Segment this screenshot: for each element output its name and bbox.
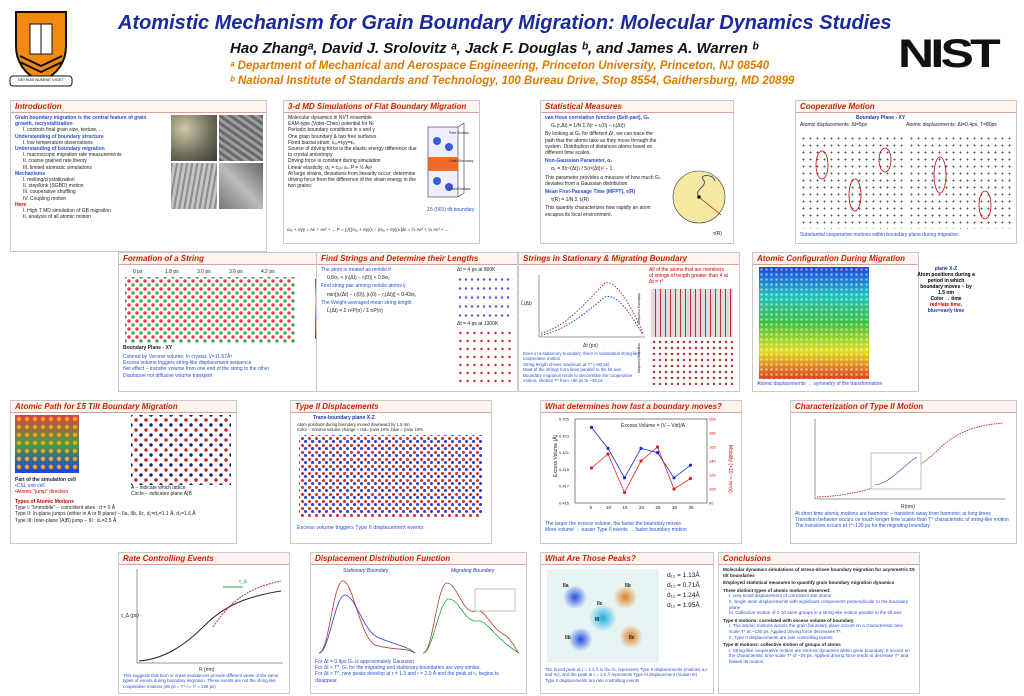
panel-cooperative-motion (795, 100, 1017, 244)
md-l9: At large strains, deviations from linearity occur; determine driving force from the difference of the strain energy in the two grains: (288, 170, 417, 190)
find-b3: The Weight-averaged mean string length (321, 299, 412, 306)
type-ii-curve-plot (811, 417, 1007, 503)
y-right-tick-label: 200 (709, 416, 716, 422)
y-right-tick-label: 180 (709, 430, 716, 436)
micrograph-1 (171, 115, 217, 161)
rate-ylabel: τ_Δ (ps) (121, 613, 139, 619)
peak-label-1: IIb (625, 583, 631, 589)
disp2-sub: Trans-boundary plane X-Z (313, 415, 375, 421)
char2-n3: The transition occurs at τ*~130 ps for the migrating boundary (795, 523, 930, 530)
intro-b5: Here (15, 201, 27, 208)
intro-b4c: III. cooperative shuffling (23, 189, 76, 196)
series-0-point (672, 476, 675, 479)
config-side-notes (917, 266, 975, 314)
mfpt-diagram (669, 159, 729, 231)
ddf-sub1: Stationary Boundary (343, 568, 389, 574)
strings-1300k (457, 329, 513, 385)
panel-introduction (10, 100, 267, 252)
y-right-tick-label: 140 (709, 458, 716, 464)
disp2-n1: Excess volume triggers Type II displacement events (297, 525, 424, 531)
micrograph-3 (171, 163, 217, 209)
csl-lattice-diagram (131, 415, 231, 485)
migrating-strings-image (651, 339, 733, 385)
y-left-tick-label: 0.425 (559, 416, 570, 422)
y-right-tick-label: 120 (709, 472, 716, 478)
series-1-point (689, 477, 692, 480)
find-lbl2: Δt = 4 ps at 1300K (457, 321, 499, 327)
md-l3: Periodic boundary conditions in x and y (288, 127, 375, 134)
ss-ylabel: L̄(Δt) (521, 301, 532, 307)
char2-xlabel: R(nm) (901, 504, 915, 510)
stationary-strings-image (651, 289, 733, 337)
simulation-cell-part (15, 415, 79, 473)
path-t2: Type II: In-plane jumps (either in A or B plane) – IIa, IIb, IIc, d₁=d₂=1.1 Å, d₃=1.6 Å (15, 511, 196, 518)
seal-motto: DEI SUB NUMINE VIGET (17, 77, 64, 82)
path-cap1: Part of the simulation cell (15, 477, 76, 483)
series-1-point (590, 466, 593, 469)
path-types: Types of Atomic Motions (15, 499, 74, 505)
find-eq1: 0.8σ₀ < |rᵢ(Δt) − rᵢ(0)| < 0.8σ₀ (327, 275, 390, 282)
intro-b5b: II. analysis of all atomic motion (23, 214, 92, 221)
ss-lbl-stationary: stationary boundary (637, 293, 641, 324)
stat-t2: This parameter provides a measure of how much Gₛ deviates from a Gaussian distribution. (545, 174, 661, 187)
panel-atomic-path (10, 400, 237, 544)
disp2-l2: Color – Voronoi volume change ~ red= (over 10% ,blue = (over 10% (297, 427, 424, 432)
mfpt-label: τ(R) (713, 231, 722, 237)
string-time-4: 4.2 ps (261, 269, 275, 275)
what-n1: The larger the excess volume, the faster the boundary moves (545, 521, 681, 527)
concl-c3c: III. Collective motion of 2-10 atom groups in a string-like motion parallel to the tilt axis (729, 610, 902, 616)
y-left-tick-label: 0.415 (559, 500, 570, 506)
md-label-fixed: Fixed Surface (449, 187, 471, 191)
md-l6: Source of driving force is the elastic energy difference due to crystal anisotropy (288, 146, 417, 159)
x-tick-label: 5 (589, 505, 593, 510)
panel-what-are-peaks (540, 552, 714, 694)
ss-n3: Most of the strings form lines parallel to the tilt axis (523, 367, 622, 373)
concl-c5: Type III motions: collective motion of groups of atoms (723, 642, 841, 648)
rate-xlabel: R (nm) (199, 667, 215, 673)
panel-title: Strings in Stationary & Migrating Boundary (519, 253, 739, 265)
ddf-n2: For Δt < T*, Gₛ for the migrating and stationary boundaries are very similar. (315, 665, 481, 672)
panel-title: Atomic Path for Σ5 Tilt Boundary Migration (11, 401, 236, 413)
rate-n1: This suggests that born or erase avoidances provide different views of the same types of events during boundary migration. These events are not the string-like cooperative motions (26 ps = T* <= τ* = 130 ps) (123, 673, 279, 689)
md-l8: Linear elasticity: σᵢⱼ = cᵢⱼₖₗ εₖₗ P = ½ Aε² (288, 164, 373, 171)
peak-d1: d₁₂ = 1.13Å (667, 572, 700, 579)
series-1-point (656, 445, 659, 448)
stat-eq1: Gₛ(r,Δt) = 1/N Σ δ(r + rᵢ(0) − rᵢ(Δt)) (551, 123, 626, 130)
x-tick-label: 10 (606, 505, 612, 510)
series-1-point (639, 459, 642, 462)
find-eq2: min[|rᵢ(Δt) − rⱼ(0)|, |rᵢ(0) − rⱼ(Δt)|] < 0.43σ₀ (327, 291, 417, 298)
intro-b4b: II. step/kink (SGBD) motion (23, 183, 84, 190)
poster-authors: Hao Zhangᵃ, David J. Srolovitz ᵃ, Jack F. Douglas ᵇ, and James A. Warren ᵇ (230, 40, 759, 57)
x-tick-label: 30 (672, 505, 678, 510)
concl-c3a: I. very small displacement of coincident site atoms (729, 593, 832, 599)
peak-label-5: IIc (629, 635, 635, 641)
md-l1: Molecular dynamics in NVT ensemble (288, 115, 372, 121)
ddf-n1: For Δt = 0.8ps Gₛ is approximately Gaussian (315, 659, 414, 665)
md-label-gb: Grain Boundary (449, 159, 474, 163)
micrograph-2 (219, 115, 263, 161)
excess-volume-mobility-chart (551, 415, 735, 519)
config-t4: red=late time, (929, 302, 963, 308)
series-0-point (639, 447, 642, 450)
panel-displacement-distribution (310, 552, 527, 694)
intro-b1: Grain boundary migration is the central feature of grain growth, recrystallization (15, 115, 147, 128)
path-cap4: A – indicate which lattice (131, 485, 186, 491)
stat-t1: By looking at Gₛ for different Δt, we can trace the path that the atoms take as they move through the system. Distribution of distances atoms travel on different time scales. (545, 131, 657, 157)
panel-find-strings (316, 252, 518, 392)
panel-title: Formation of a String (119, 253, 334, 265)
string-length-plot (535, 273, 647, 341)
peak-d3: d₁₂ = 1.24Å (667, 592, 700, 599)
y-right-tick-label: 80 (709, 500, 714, 506)
md-l4: One grain boundary & two free surfaces (288, 133, 377, 140)
find-b2: Find string pair among mobile atoms ij (321, 283, 406, 290)
panel-statistical-measures (540, 100, 734, 244)
concl-c3: Three distinct types of atomic motions observed: (723, 587, 831, 593)
ss-lbl-migrating: migrating boundary (637, 343, 641, 373)
peak-label-2: IIc (597, 601, 603, 607)
y-left-tick-label: 0.417 (559, 483, 570, 489)
md-l5: Fixed biaxial strain, εₓₓ=εyy=ε₀ (288, 139, 356, 146)
x-tick-label: 25 (655, 505, 661, 510)
intro-b1a: I. controls final grain size, texture, ... (23, 127, 104, 134)
string-n3: Net effect – transfer volume from one end of the string to the other (123, 366, 270, 373)
panel-title: Displacement Distribution Function (311, 553, 526, 565)
y-left-tick-label: 0.421 (559, 450, 570, 456)
series-0-point (623, 476, 626, 479)
ddf-plots (315, 575, 521, 655)
string-time-3: 3.6 ps (229, 269, 243, 275)
config-t5: blue=early time (927, 308, 965, 314)
find-b1: The atom is treated as mobile if (321, 267, 391, 273)
string-time-0: 0 ps (133, 269, 143, 275)
panel-title: What determines how fast a boundary moves? (541, 401, 741, 413)
config-n1: Atomic displacements → symmetry of the transformation (757, 381, 883, 387)
type-ii-displacement-map (299, 435, 483, 517)
series-0-point (590, 426, 593, 429)
string-time-2: 3.0 ps (197, 269, 211, 275)
panel-title: Cooperative Motion (796, 101, 1016, 113)
stat-t3: This quantity characterizes how rapidly an atom escapes its local environment. (545, 205, 651, 218)
y-right-tick-label: 100 (709, 486, 716, 492)
md-l7: Driving force is constant during simulation (288, 158, 381, 165)
configuration-lattice-overlay (759, 267, 869, 379)
string-time-1: 1.8 ps (165, 269, 179, 275)
concl-c4: Type II motions: correlated with excess volume of boundary (723, 617, 854, 623)
chart-ylabel-right: Mobility (×10⁻¹¹ m⁴/s) (727, 445, 733, 493)
panel-title: Statistical Measures (541, 101, 733, 113)
x-tick-label: 20 (639, 505, 645, 510)
princeton-seal (8, 6, 74, 88)
char2-n1: At short time atomic motions are harmonic – transition away from harmonic at long times (795, 511, 991, 517)
intro-b2a: I. low temperature observations (23, 139, 93, 146)
panel-what-determines (540, 400, 742, 544)
peaks-n1: The broad peak at r = 1.3 Å in the Gₛ represents Type II displacements (motions a,c and IIc), and the peak at r = 2.0 Å represents Type III displacement (motion III) (545, 667, 708, 678)
string-plane: Boundary Plane - XY (123, 345, 173, 351)
chart-legend: Excess Volume = (V – Vid)/A (621, 423, 685, 429)
char2-n2: Transition behavior occurs on much longer time scales than T* characteristic of string-like motion (795, 517, 1009, 524)
series-1-point (606, 452, 609, 455)
find-eq3: L̄(Δt) = Σ n²P(n) / Σ nP(n) (327, 308, 383, 315)
affiliation-a: ᵃ Department of Mechanical and Aerospace Engineering, Princeton University, Princeton, NJ 08540 (230, 60, 770, 72)
intro-b3c: III. limited atomistic simulations (23, 164, 92, 171)
rate-td: τ_d (239, 579, 247, 585)
ss-xlabel: Δt (ps) (583, 343, 598, 349)
series-0-point (606, 447, 609, 450)
x-tick-label: 15 (622, 505, 628, 510)
panel-conclusions (718, 552, 920, 694)
intro-b4d: IV. Coupling motion (23, 195, 67, 202)
series-0-point (689, 464, 692, 467)
ss-n4: Boundary migration tends to decorrelate the cooperative motion, shorten T* from ~80 ps to ~36 ps (523, 372, 633, 384)
config-t1: plane X-Z (934, 266, 958, 272)
intro-b3: Understanding of boundary migration (15, 146, 105, 153)
intro-b2: Understanding of boundary structure (15, 133, 104, 140)
string-n1: Colored by Voronoi volume; In crystal, V=11.67Å³ (123, 354, 232, 360)
md-equation: σₓₓ + σyy = Aε + Aε² + ... P = ∫₀ᵋ[(σₓₓ + σyy)ᵢ − (σₓₓ + σyy)ₖ]dε = ½ Aε² + ⅓ Aε³ + ... (287, 227, 449, 232)
panel-title: Characterization of Type II Motion (791, 401, 1016, 413)
ddf-n3: For Δt > T*, new peaks develop at r = 1.3 and r = 2.0 Å and the peak at r₀ begins to disappear. (315, 671, 499, 684)
stat-b2: Non-Gaussian Parameter, α₂ (545, 158, 613, 165)
stat-eq3: τ(R) = 1/N Σ τᵢ(R) (551, 197, 589, 204)
peak-label-0: IIa (563, 583, 569, 589)
path-cap5: Circle – indicates plane A|B (131, 491, 192, 497)
md-l2: EAM-type (Voter-Chen) potential for Ni (288, 121, 374, 128)
concl-c2: Employed statistical measures to quantify grain boundary migration dynamics (723, 580, 895, 586)
what-n2: More volume → easier Type II events → faster boundary motion (545, 527, 687, 534)
panel-strings-stationary-migrating (518, 252, 740, 392)
series-line-0 (592, 427, 691, 477)
panel-rate-controlling (118, 552, 290, 694)
chart-ylabel-left: Excess Volume (Å) (553, 434, 559, 477)
panel-formation-string (118, 252, 335, 392)
intro-b3a: I. macroscopic migration rate measurements (23, 152, 122, 159)
concl-c5a: I. String-like cooperative motion are intrinsic dynamics within grain boundary. It occurs on the characteristic time scale T* of ~26 ps. Applied driving force tends to decrease T* and biases its motion. (729, 647, 910, 664)
concl-c3b: II. single atom displacements with significant components perpendicular to the boundary plane (729, 598, 909, 610)
panel-characterization (790, 400, 1017, 544)
config-t3: Color → time (930, 296, 962, 302)
ss-legend: All of the atoms that are members of strings of length greater than 4 at Δt = τ* (649, 267, 728, 285)
config-t2: Atom positions during a period in which boundary moves ~ by 1.5 nm (917, 272, 975, 296)
stat-b3: Mean First-Passage Time (MFPT), τ(R) (545, 189, 636, 196)
affiliation-b: ᵇ National Institute of Standards and Technology, 100 Bureau Drive, Stop 8554, Gaithersburg, MD 20899 (230, 75, 795, 87)
peak-d4: d₁₂ = 1.95Å (667, 602, 700, 609)
y-left-tick-label: 0.419 (559, 466, 570, 472)
coop-note: Substantial cooperative motions within boundary plane during migration (800, 232, 959, 238)
x-tick-label: 35 (688, 505, 694, 510)
panel-title: Rate Controlling Events (119, 553, 289, 565)
rate-plot (133, 567, 285, 667)
find-lbl1: Δt = 4 ps at 800K (457, 267, 496, 273)
series-line-1 (592, 447, 691, 493)
panel-title: Atomic Configuration During Migration (753, 253, 918, 265)
path-cap2: •CSL unit cell (15, 483, 45, 489)
poster-title: Atomistic Mechanism for Grain Boundary Migration: Molecular Dynamics Studies (118, 12, 892, 34)
intro-b4a: I. melting/crystallization (23, 177, 75, 184)
md-fig-caption: Σ5 (001) tilt boundary (427, 207, 475, 213)
string-n4: Displacive not diffusive volume transport (123, 372, 213, 379)
intro-b3b: II. coarse grained rate theory (23, 158, 87, 165)
panel-atomic-configuration (752, 252, 919, 392)
ddf-sub2: Migrating Boundary (451, 568, 495, 574)
y-right-tick-label: 160 (709, 444, 716, 450)
path-cap3: •Atomic "jump" direction (15, 489, 69, 495)
md-label-free: Free Surface (449, 131, 470, 135)
stat-eq2: α₂ = 3⟨r⁴(Δt)⟩ / 5⟨r²(Δt)⟩² − 1 (551, 166, 613, 173)
intro-b5a: I. High T MD simulation of GB migration (23, 208, 111, 215)
panel-title: Type II Displacements (291, 401, 491, 413)
series-0-point (656, 451, 659, 454)
ss-n1: Even in a stationary boundary, there is substantial string-like cooperative motion (523, 351, 640, 362)
series-1-point (623, 491, 626, 494)
concl-c4a: I. The atomic motions across the grain boundary plane occurs on a characteristic time scale T* at ~130 ps. Applied driving force decreases T*. (729, 623, 904, 634)
strings-800k (457, 275, 513, 317)
intro-b4: Mechanisms (15, 170, 46, 177)
panel-title: Find Strings and Determine their Lengths (317, 253, 517, 265)
panel-title: Introduction (11, 101, 266, 113)
stat-b1: van Hove correlation function (Self-part), Gₛ (545, 115, 650, 121)
series-1-point (672, 487, 675, 490)
panel-md-simulation (283, 100, 480, 244)
y-left-tick-label: 0.423 (559, 433, 570, 439)
string-n2: Excess volume triggers string-like displacement sequence (123, 360, 252, 367)
concl-c1: Molecular dynamics simulations of stress-driven boundary migration for asymmetric Σ5 tilt boundaries (723, 567, 915, 578)
panel-title: Conclusions (719, 553, 919, 565)
peak-d2: d₁₂ = 0.71Å (667, 582, 700, 589)
concl-c4b: II. Type II displacements are rate controlling events (729, 634, 833, 640)
panel-title: What Are Those Peaks? (541, 553, 713, 565)
ss-n2: String length shows maximum at T* (~80 ps) (523, 361, 610, 367)
panel-type-ii-displacements (290, 400, 492, 544)
string-snapshots (125, 277, 295, 343)
coop-highlight-ellipses (800, 135, 1012, 229)
disp2-l1: Atom positions during boundary moved downward by 1.5 nm (297, 422, 410, 427)
peak-label-3: III (595, 617, 600, 623)
peaks-n2: Type II displacements are rate controlling events (545, 677, 640, 683)
coop-right: Atomic displacements: Δt=0.4ps, T=80ps (906, 122, 997, 128)
panel-title: 3-d MD Simulations of Flat Boundary Migration (284, 101, 479, 113)
coop-left: Atomic displacements: Δt=5ps (800, 122, 868, 128)
peak-label-4: IIb (565, 635, 571, 641)
path-t1: Type I: "Immobile" – coincident sites : d = 0 Å (15, 505, 116, 512)
coop-sub: Boundary Plane - XY (856, 115, 906, 121)
micrograph-4 (219, 163, 263, 209)
path-t3: Type III: Inter-plane (A|B) jump – III : d₄=2.5 Å (15, 517, 117, 524)
nist-logo: NIST (898, 32, 997, 76)
